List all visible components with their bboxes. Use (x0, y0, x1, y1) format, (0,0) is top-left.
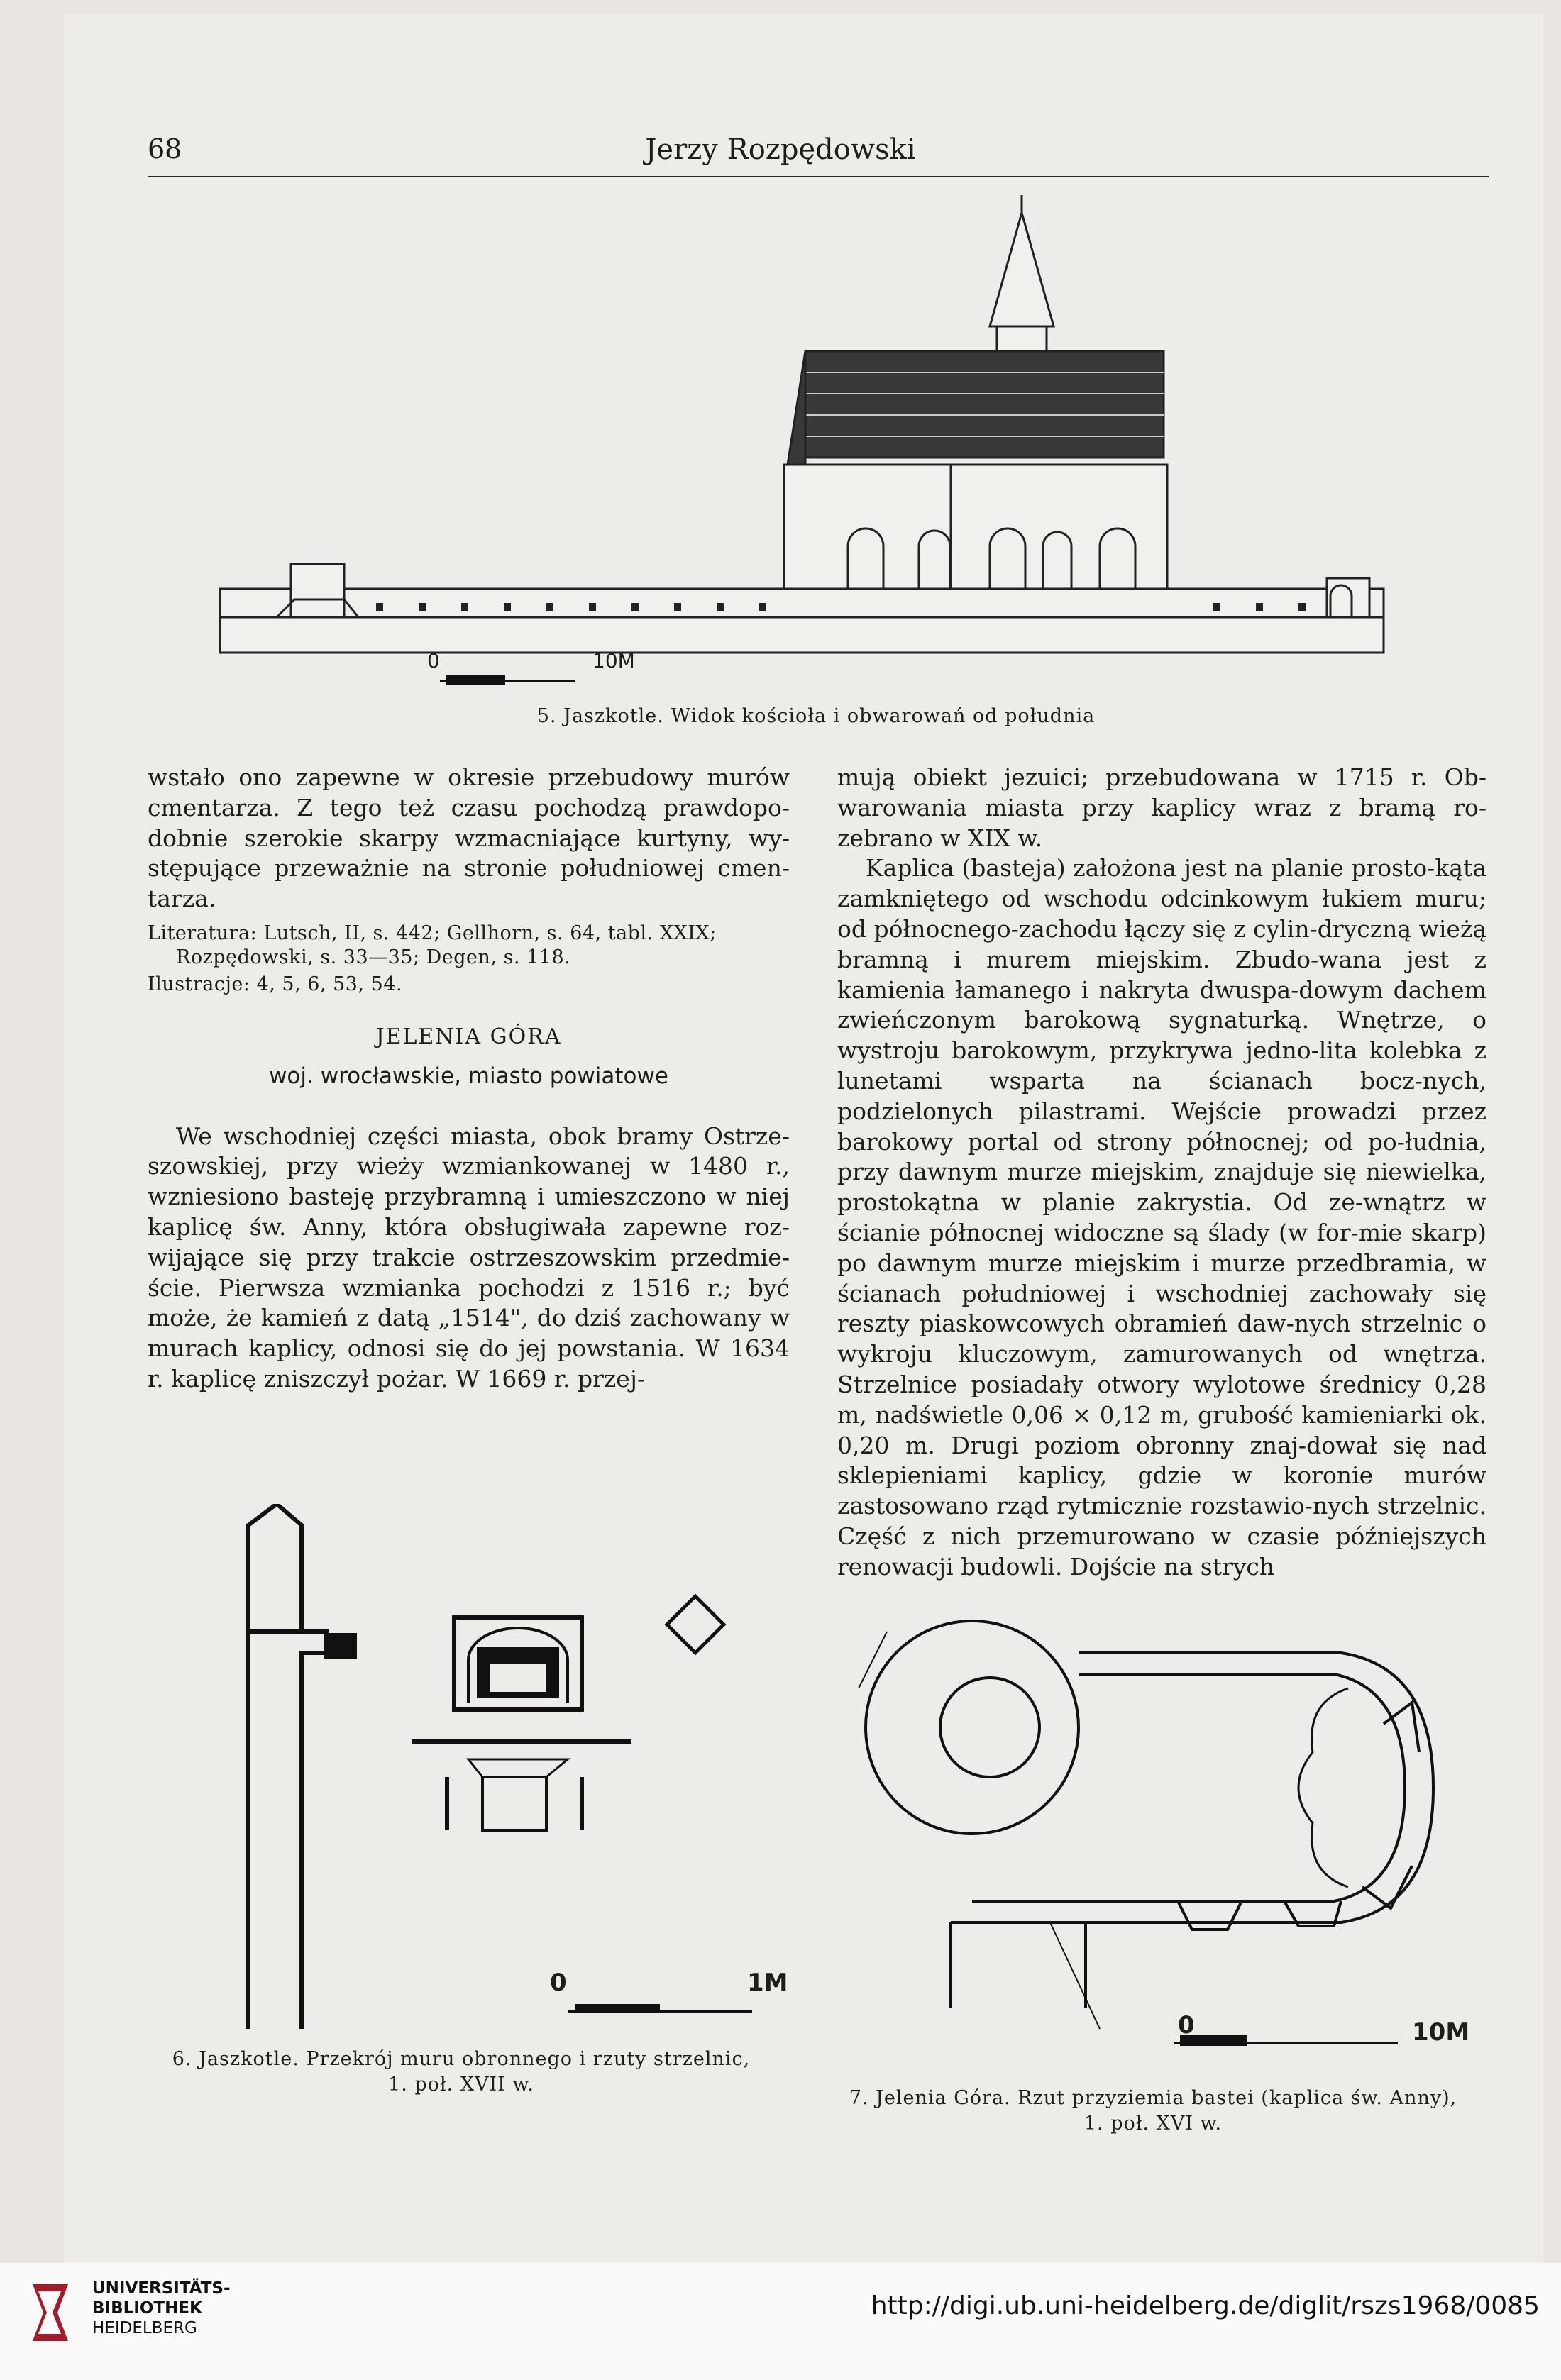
library-name-line-3: HEIDELBERG (92, 2319, 197, 2337)
section-title: JELENIA GÓRA (375, 1024, 562, 1049)
figure-7-scale-end: 10M (1412, 2018, 1470, 2047)
header-rule (148, 176, 1489, 177)
university-library-logo-icon (18, 2274, 82, 2352)
figure-6-scale-end: 1M (747, 1969, 788, 1997)
figure-5-church-elevation (206, 192, 1412, 702)
literature-block (148, 921, 790, 997)
figure-6-caption-line-2: 1. poł. XVII w. (388, 2074, 534, 2096)
library-name-line-1: UNIVERSITÄTS- (92, 2279, 231, 2298)
section-subtitle: woj. wrocławskie, miasto powiatowe (269, 1063, 668, 1089)
figure-6-wall-section-drawing (234, 1504, 802, 2029)
figure-5-scale-end: 10M (592, 649, 635, 673)
literature-line-1: Literatura: Lutsch, II, s. 442; Gellhorn, s. 64, tabl. XXIX; (148, 921, 717, 944)
figure-7-scale-zero: 0 (1178, 2011, 1195, 2039)
left-paragraph-2: We wschodniej części miasta, obok bramy Ostrze-szowskiej, przy wieży wzmiankowanej w 1480 r., wzniesiono basteję przybramną i umieszczono w niej kaplicę św. Anny, która obsługiwała zapewne roz-wijające się przy trakcie ostrzeszowskim przedmie-ście. Pierwsza wzmianka pochodzi z 1516 r.; być może, że kamień z datą „1514", do dziś zachowany w murach kaplicy, odnosi się do jej powstania. W 1634 r. kaplicę zniszczył pożar. W 1669 r. przej- (148, 1122, 790, 1393)
figure-7-caption (816, 2086, 1490, 2137)
figure-7-caption-line-2: 1. poł. XVI w. (1083, 2113, 1223, 2135)
figure-5-caption: 5. Jaszkotle. Widok kościoła i obwarowań od południa (536, 705, 1096, 727)
figure-6-scale-zero: 0 (550, 1969, 567, 1997)
library-name-line-2: BIBLIOTHEK (92, 2299, 202, 2318)
illustrations-line: Ilustracje: 4, 5, 6, 53, 54. (148, 973, 403, 995)
literature-line-2: Rozpędowski, s. 33—35; Degen, s. 118. (176, 946, 571, 968)
source-url-link[interactable]: http://digi.ub.uni-heidelberg.de/diglit/rszs1968/0085 (871, 2291, 1540, 2320)
figure-5-scale-zero: 0 (427, 649, 440, 673)
viewer-footer-bar (0, 2263, 1561, 2380)
figure-7-bastion-plan (844, 1610, 1511, 2050)
page-number: 68 (148, 133, 182, 165)
figure-7-caption-line-1: 7. Jelenia Góra. Rzut przyziemia bastei (kaplica św. Anny), (849, 2087, 1457, 2109)
running-header-author: Jerzy Rozpędowski (645, 133, 916, 166)
right-paragraph-2: Kaplica (basteja) założona jest na planie prosto-kąta zamkniętego od wschodu odcinkowym łukiem muru; od północnego-zachodu łączy się z cylin-dryczną wieżą bramną i murem miejskim. Zbudo-wana jest z kamienia łamanego i nakryta dwuspa-dowym dachem zwieńczonym barokową sygnaturką. Wnętrze, o wystroju barokowym, przykrywa jedno-lita kolebka z lunetami wsparta na ścianach bocz-nych, podzielonych pilastrami. Wejście prowadzi przez barokowy portal od strony północnej; od po-łudnia, przy dawnym murze miejskim, znajduje się niewielka, prostokątna w planie zakrystia. Od ze-wnątrz w ścianie północnej widoczne są ślady (w for-mie skarp) po dawnym murze miejskim i murze przedbramia, w ścianach południowej i wschodniej zachowały się reszty piaskowcowych obramień daw-nych strzelnic o wykroju kluczowym, zamurowanych od wnętrza. Strzelnice posiadały otwory wylotowe średnicy 0,28 m, nadświetle 0,06 × 0,12 m, grubość kamieniarki ok. 0,20 m. Drugi poziom obronny znaj-dował się nad sklepieniami kaplicy, gdzie w koronie murów zastosowano rząd rytmicznie rozstawio-nych strzelnic. Część z nich przemurowano w czasie późniejszych renowacji budowli. Dojście na strych (837, 854, 1486, 1581)
right-paragraph-1: mują obiekt jezuici; przebudowana w 1715 r. Ob-warowania miasta przy kaplicy wraz z bramą ro-zebrano w XIX w. (837, 763, 1486, 852)
left-paragraph-1: wstało ono zapewne w okresie przebudowy murów cmentarza. Z tego też czasu pochodzą prawdopo-dobnie szerokie skarpy wzmacniające kurtyny, wy-stępujące przeważnie na stronie południowej cmen-tarza. (148, 763, 790, 913)
left-column (148, 763, 790, 1395)
right-column (837, 763, 1486, 1583)
figure-6-caption (128, 2047, 795, 2098)
university-library-name (92, 2279, 231, 2338)
figure-6-caption-line-1: 6. Jaszkotle. Przekrój muru obronnego i rzuty strzelnic, (172, 2048, 751, 2070)
